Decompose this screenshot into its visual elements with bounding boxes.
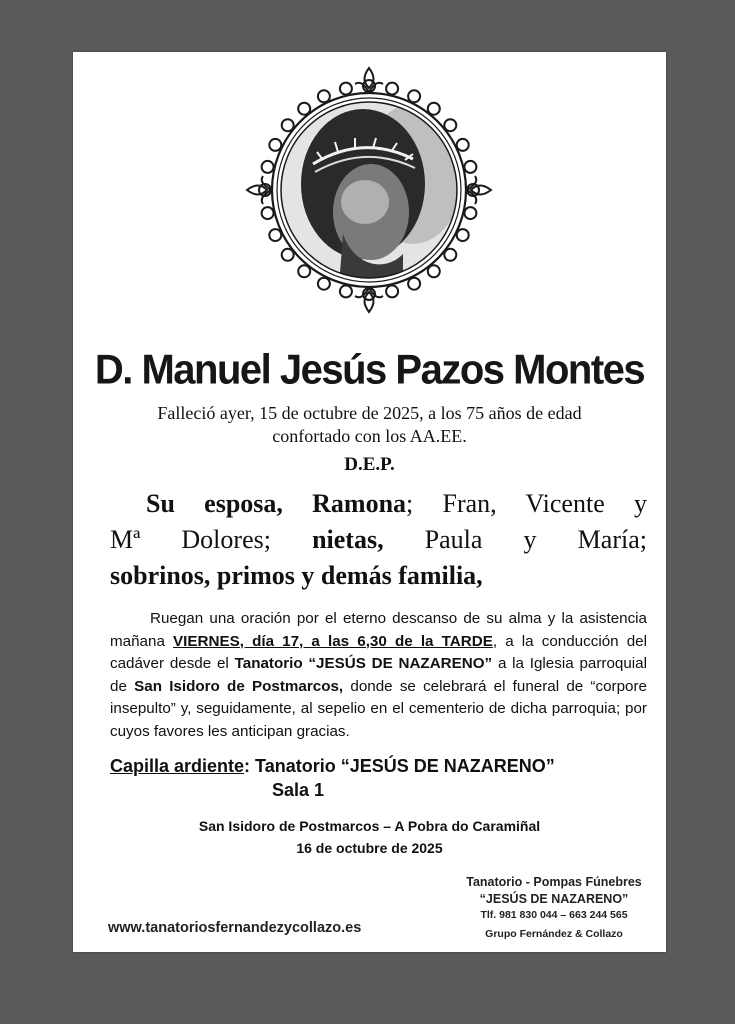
scallop-ornament bbox=[269, 229, 281, 241]
scallop-ornament bbox=[298, 265, 310, 277]
grandchildren-label: nietas, bbox=[312, 525, 384, 554]
chapel-info bbox=[110, 754, 647, 802]
scallop-ornament bbox=[464, 207, 476, 219]
scallop-ornament bbox=[444, 119, 456, 131]
company-group: Grupo Fernández & Collazo bbox=[485, 928, 623, 940]
grandchildren-names: Paula y María; bbox=[383, 525, 647, 554]
scallop-ornament bbox=[298, 103, 310, 115]
scallop-ornament bbox=[428, 265, 440, 277]
prayer-text-2: , a la conducción del cadáver desde el bbox=[110, 632, 647, 672]
scallop-ornament bbox=[464, 161, 476, 173]
scallop-ornament bbox=[318, 90, 330, 102]
scallop-ornament bbox=[386, 83, 398, 95]
prayer-text-4: donde se celebrará el funeral de “corpore insepulto” y, seguidamente, al sepelio en el cementerio de dicha parroquia; por cuyos favores les anticipan gracias. bbox=[110, 677, 647, 740]
funeral-date: VIERNES, día 17, a las 6,30 de la TARDE bbox=[173, 632, 493, 650]
tanatorio-name: Tanatorio “JESÚS DE NAZARENO” bbox=[234, 655, 493, 672]
scallop-ornament bbox=[340, 285, 352, 297]
company-phone: Tlf. 981 830 044 – 663 244 565 bbox=[480, 909, 628, 921]
prayer-text-3: a la Iglesia parroquial de bbox=[110, 655, 647, 695]
spouse-text: Su esposa, Ramona bbox=[146, 489, 407, 518]
scallop-ornament bbox=[282, 249, 294, 261]
scallop-ornament bbox=[428, 103, 440, 115]
funeral-company bbox=[451, 874, 657, 945]
family-line-1 bbox=[110, 486, 647, 522]
scallop-ornament bbox=[386, 285, 398, 297]
scallop-ornament bbox=[262, 161, 274, 173]
christ-crown-of-thorns-image bbox=[273, 94, 465, 286]
prayer-paragraph bbox=[110, 608, 647, 743]
website-link[interactable]: www.tanatoriosfernandezycollazo.es bbox=[108, 920, 362, 936]
place-date bbox=[73, 815, 666, 859]
family-line-2 bbox=[110, 522, 647, 558]
chapel-room: Sala 1 bbox=[272, 780, 325, 800]
church-name: San Isidoro de Postmarcos, bbox=[134, 677, 344, 695]
deceased-name: D. Manuel Jesús Pazos Montes bbox=[94, 346, 645, 394]
place-text: San Isidoro de Postmarcos – A Pobra do Caramiñal bbox=[198, 818, 541, 834]
family-line-3 bbox=[110, 558, 647, 594]
scallop-ornament bbox=[340, 83, 352, 95]
scallop-ornament bbox=[457, 229, 469, 241]
scallop-ornament bbox=[408, 90, 420, 102]
children-text: ; Fran, Vicente y bbox=[406, 489, 647, 518]
family-list bbox=[110, 486, 647, 594]
chapel-place: Tanatorio “JESÚS DE NAZARENO” bbox=[250, 756, 555, 776]
death-notice bbox=[103, 402, 636, 448]
company-brand: “JESÚS DE NAZARENO” bbox=[479, 892, 629, 906]
christ-portrait-medallion bbox=[243, 64, 495, 316]
chapel-colon: : bbox=[244, 756, 251, 776]
scallop-ornament bbox=[262, 207, 274, 219]
relatives-text: sobrinos, primos y demás familia, bbox=[110, 561, 483, 590]
death-date-line: Falleció ayer, 15 de octubre de 2025, a los 75 años de edad bbox=[157, 403, 582, 423]
scallop-ornament bbox=[318, 278, 330, 290]
scallop-ornament bbox=[457, 139, 469, 151]
dep-label: D.E.P. bbox=[344, 454, 395, 475]
scallop-ornament bbox=[269, 139, 281, 151]
sacraments-line: confortado con los AA.EE. bbox=[272, 426, 467, 446]
scallop-ornament bbox=[408, 278, 420, 290]
children-text-2: Mª Dolores; bbox=[110, 525, 313, 554]
scallop-ornament bbox=[444, 249, 456, 261]
chapel-label: Capilla ardiente bbox=[110, 756, 245, 776]
prayer-text-1: Ruegan una oración por el eterno descanso de su alma y la asistencia mañana bbox=[110, 610, 647, 650]
obituary-sheet bbox=[73, 52, 666, 952]
scallop-ornament bbox=[282, 119, 294, 131]
date-text: 16 de octubre de 2025 bbox=[296, 840, 443, 856]
company-name: Tanatorio - Pompas Fúnebres bbox=[466, 875, 642, 889]
